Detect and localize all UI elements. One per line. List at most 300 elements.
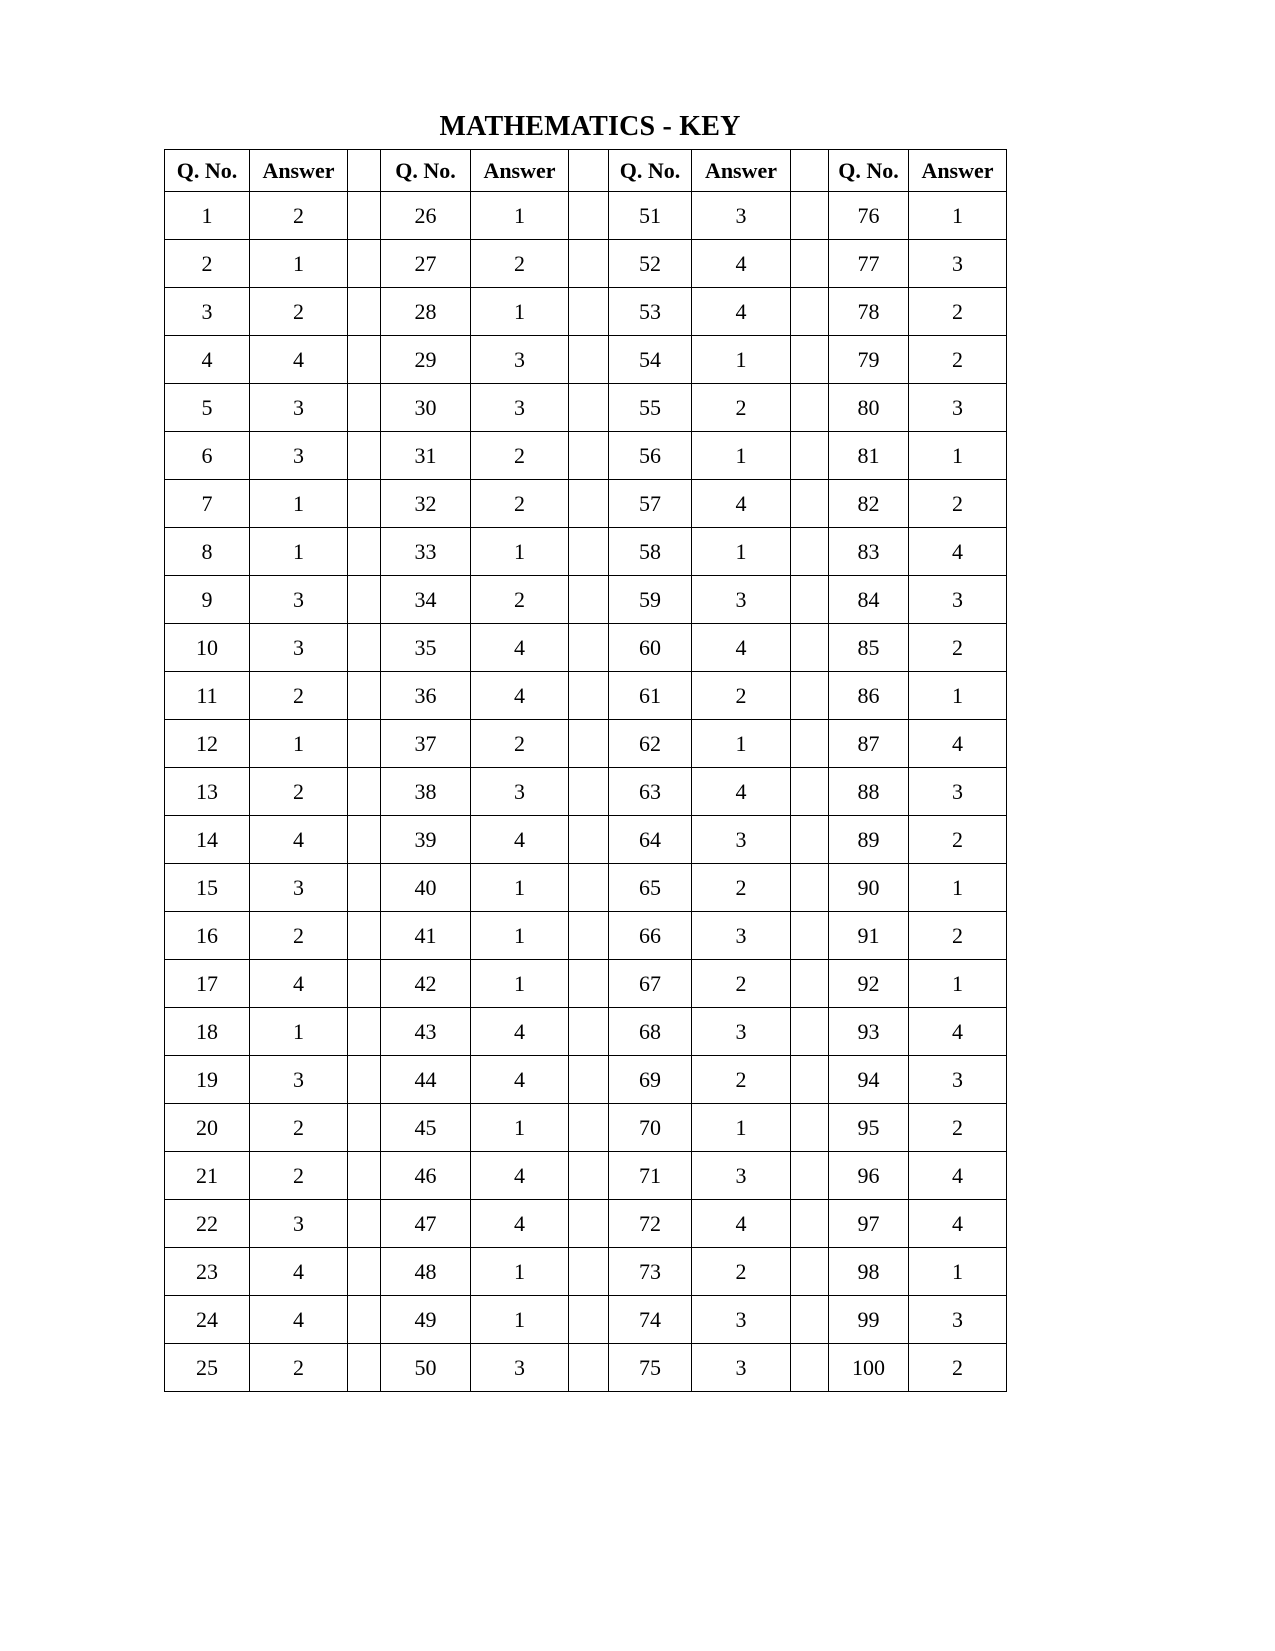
question-number-cell: 55 (609, 384, 692, 432)
answer-cell: 4 (250, 816, 348, 864)
spacer-cell (348, 1248, 381, 1296)
question-number-cell: 77 (829, 240, 909, 288)
answer-cell: 2 (250, 768, 348, 816)
answer-cell: 2 (692, 384, 791, 432)
question-number-cell: 60 (609, 624, 692, 672)
question-number-cell: 17 (165, 960, 250, 1008)
question-number-cell: 31 (381, 432, 471, 480)
spacer-cell (569, 150, 609, 192)
table-row (165, 576, 1007, 624)
table-row (165, 912, 1007, 960)
question-number-cell: 86 (829, 672, 909, 720)
answer-cell: 2 (471, 432, 569, 480)
question-number-cell: 70 (609, 1104, 692, 1152)
spacer-cell (348, 192, 381, 240)
answer-cell: 1 (471, 192, 569, 240)
answer-cell: 1 (471, 864, 569, 912)
spacer-cell (569, 1344, 609, 1392)
question-number-cell: 8 (165, 528, 250, 576)
spacer-cell (569, 240, 609, 288)
answer-cell: 4 (909, 528, 1007, 576)
table-row (165, 720, 1007, 768)
spacer-cell (348, 336, 381, 384)
question-number-cell: 16 (165, 912, 250, 960)
question-number-cell: 75 (609, 1344, 692, 1392)
question-number-cell: 57 (609, 480, 692, 528)
answer-key-body (165, 192, 1007, 1392)
table-row (165, 864, 1007, 912)
answer-cell: 3 (250, 432, 348, 480)
qno-header: Q. No. (381, 150, 471, 192)
spacer-cell (791, 576, 829, 624)
answer-cell: 4 (471, 1008, 569, 1056)
answer-cell: 1 (250, 480, 348, 528)
question-number-cell: 89 (829, 816, 909, 864)
answer-cell: 3 (692, 1152, 791, 1200)
answer-header: Answer (250, 150, 348, 192)
qno-header: Q. No. (829, 150, 909, 192)
question-number-cell: 34 (381, 576, 471, 624)
question-number-cell: 81 (829, 432, 909, 480)
question-number-cell: 56 (609, 432, 692, 480)
spacer-cell (569, 192, 609, 240)
spacer-cell (791, 864, 829, 912)
answer-cell: 4 (471, 816, 569, 864)
answer-cell: 4 (471, 672, 569, 720)
answer-cell: 1 (909, 432, 1007, 480)
question-number-cell: 19 (165, 1056, 250, 1104)
answer-cell: 1 (909, 960, 1007, 1008)
spacer-cell (348, 816, 381, 864)
answer-cell: 2 (250, 672, 348, 720)
spacer-cell (791, 480, 829, 528)
question-number-cell: 32 (381, 480, 471, 528)
question-number-cell: 97 (829, 1200, 909, 1248)
question-number-cell: 35 (381, 624, 471, 672)
question-number-cell: 52 (609, 240, 692, 288)
spacer-cell (569, 576, 609, 624)
question-number-cell: 95 (829, 1104, 909, 1152)
question-number-cell: 51 (609, 192, 692, 240)
question-number-cell: 54 (609, 336, 692, 384)
answer-cell: 2 (250, 288, 348, 336)
spacer-cell (569, 1008, 609, 1056)
question-number-cell: 27 (381, 240, 471, 288)
question-number-cell: 22 (165, 1200, 250, 1248)
table-row (165, 528, 1007, 576)
spacer-cell (348, 960, 381, 1008)
question-number-cell: 96 (829, 1152, 909, 1200)
answer-cell: 4 (909, 720, 1007, 768)
question-number-cell: 92 (829, 960, 909, 1008)
question-number-cell: 5 (165, 384, 250, 432)
table-row (165, 192, 1007, 240)
spacer-cell (791, 240, 829, 288)
spacer-cell (569, 960, 609, 1008)
answer-cell: 3 (250, 576, 348, 624)
answer-cell: 2 (250, 1104, 348, 1152)
question-number-cell: 58 (609, 528, 692, 576)
spacer-cell (569, 720, 609, 768)
answer-cell: 1 (471, 1104, 569, 1152)
question-number-cell: 87 (829, 720, 909, 768)
spacer-cell (348, 528, 381, 576)
question-number-cell: 41 (381, 912, 471, 960)
spacer-cell (348, 1200, 381, 1248)
question-number-cell: 78 (829, 288, 909, 336)
table-row (165, 1200, 1007, 1248)
answer-cell: 2 (909, 816, 1007, 864)
question-number-cell: 13 (165, 768, 250, 816)
spacer-cell (791, 768, 829, 816)
answer-cell: 4 (471, 624, 569, 672)
spacer-cell (569, 768, 609, 816)
question-number-cell: 10 (165, 624, 250, 672)
question-number-cell: 37 (381, 720, 471, 768)
spacer-cell (348, 1152, 381, 1200)
spacer-cell (348, 288, 381, 336)
spacer-cell (569, 1200, 609, 1248)
answer-cell: 1 (471, 960, 569, 1008)
answer-cell: 2 (909, 912, 1007, 960)
question-number-cell: 99 (829, 1296, 909, 1344)
table-row (165, 1296, 1007, 1344)
question-number-cell: 11 (165, 672, 250, 720)
answer-cell: 3 (692, 912, 791, 960)
answer-cell: 1 (909, 672, 1007, 720)
spacer-cell (791, 1056, 829, 1104)
spacer-cell (569, 288, 609, 336)
answer-header: Answer (692, 150, 791, 192)
answer-cell: 4 (471, 1056, 569, 1104)
question-number-cell: 21 (165, 1152, 250, 1200)
answer-cell: 4 (909, 1200, 1007, 1248)
page-title: MATHEMATICS - KEY (439, 111, 741, 142)
question-number-cell: 74 (609, 1296, 692, 1344)
spacer-cell (569, 1152, 609, 1200)
question-number-cell: 50 (381, 1344, 471, 1392)
table-row (165, 1344, 1007, 1392)
question-number-cell: 7 (165, 480, 250, 528)
answer-cell: 2 (692, 960, 791, 1008)
question-number-cell: 61 (609, 672, 692, 720)
table-row (165, 672, 1007, 720)
table-row (165, 1008, 1007, 1056)
question-number-cell: 12 (165, 720, 250, 768)
qno-header: Q. No. (165, 150, 250, 192)
answer-cell: 2 (909, 1104, 1007, 1152)
table-row (165, 960, 1007, 1008)
question-number-cell: 38 (381, 768, 471, 816)
qno-header: Q. No. (609, 150, 692, 192)
answer-cell: 4 (250, 336, 348, 384)
question-number-cell: 69 (609, 1056, 692, 1104)
question-number-cell: 25 (165, 1344, 250, 1392)
spacer-cell (569, 1248, 609, 1296)
question-number-cell: 84 (829, 576, 909, 624)
question-number-cell: 63 (609, 768, 692, 816)
answer-cell: 3 (250, 1056, 348, 1104)
question-number-cell: 83 (829, 528, 909, 576)
answer-cell: 4 (909, 1008, 1007, 1056)
spacer-cell (348, 1296, 381, 1344)
answer-cell: 1 (250, 240, 348, 288)
table-row (165, 432, 1007, 480)
answer-cell: 1 (471, 288, 569, 336)
question-number-cell: 53 (609, 288, 692, 336)
answer-cell: 2 (471, 240, 569, 288)
table-row (165, 1056, 1007, 1104)
answer-cell: 2 (909, 288, 1007, 336)
answer-cell: 3 (471, 1344, 569, 1392)
question-number-cell: 9 (165, 576, 250, 624)
spacer-cell (348, 1104, 381, 1152)
table-header-row (165, 150, 1007, 192)
question-number-cell: 91 (829, 912, 909, 960)
question-number-cell: 18 (165, 1008, 250, 1056)
spacer-cell (348, 480, 381, 528)
question-number-cell: 65 (609, 864, 692, 912)
answer-key-table (164, 149, 1007, 1392)
table-row (165, 816, 1007, 864)
answer-cell: 4 (250, 960, 348, 1008)
spacer-cell (791, 384, 829, 432)
answer-cell: 3 (692, 1296, 791, 1344)
answer-cell: 1 (909, 1248, 1007, 1296)
answer-cell: 2 (909, 336, 1007, 384)
answer-cell: 3 (692, 816, 791, 864)
answer-cell: 3 (250, 1200, 348, 1248)
answer-cell: 2 (471, 720, 569, 768)
answer-cell: 2 (250, 1152, 348, 1200)
question-number-cell: 59 (609, 576, 692, 624)
spacer-cell (569, 912, 609, 960)
answer-cell: 1 (692, 432, 791, 480)
answer-cell: 2 (250, 1344, 348, 1392)
answer-cell: 3 (692, 192, 791, 240)
spacer-cell (569, 480, 609, 528)
spacer-cell (791, 150, 829, 192)
question-number-cell: 36 (381, 672, 471, 720)
spacer-cell (569, 1296, 609, 1344)
spacer-cell (569, 336, 609, 384)
answer-cell: 4 (250, 1248, 348, 1296)
answer-cell: 1 (471, 1248, 569, 1296)
question-number-cell: 71 (609, 1152, 692, 1200)
spacer-cell (569, 1056, 609, 1104)
question-number-cell: 68 (609, 1008, 692, 1056)
question-number-cell: 48 (381, 1248, 471, 1296)
spacer-cell (569, 1104, 609, 1152)
table-row (165, 240, 1007, 288)
spacer-cell (791, 528, 829, 576)
table-row (165, 336, 1007, 384)
spacer-cell (791, 1152, 829, 1200)
table-row (165, 384, 1007, 432)
question-number-cell: 39 (381, 816, 471, 864)
spacer-cell (569, 672, 609, 720)
spacer-cell (348, 1008, 381, 1056)
answer-cell: 2 (909, 480, 1007, 528)
spacer-cell (791, 960, 829, 1008)
spacer-cell (348, 720, 381, 768)
question-number-cell: 72 (609, 1200, 692, 1248)
spacer-cell (791, 336, 829, 384)
table-row (165, 624, 1007, 672)
answer-cell: 3 (471, 768, 569, 816)
spacer-cell (791, 720, 829, 768)
spacer-cell (569, 384, 609, 432)
answer-cell: 3 (250, 864, 348, 912)
answer-cell: 1 (471, 528, 569, 576)
answer-cell: 1 (909, 192, 1007, 240)
spacer-cell (791, 816, 829, 864)
answer-cell: 3 (909, 576, 1007, 624)
spacer-cell (569, 432, 609, 480)
answer-cell: 4 (692, 480, 791, 528)
question-number-cell: 45 (381, 1104, 471, 1152)
spacer-cell (348, 1056, 381, 1104)
answer-cell: 2 (692, 864, 791, 912)
question-number-cell: 4 (165, 336, 250, 384)
answer-cell: 3 (250, 384, 348, 432)
spacer-cell (791, 288, 829, 336)
spacer-cell (569, 528, 609, 576)
spacer-cell (348, 864, 381, 912)
answer-cell: 3 (692, 1344, 791, 1392)
question-number-cell: 49 (381, 1296, 471, 1344)
question-number-cell: 98 (829, 1248, 909, 1296)
answer-cell: 3 (909, 384, 1007, 432)
answer-cell: 2 (909, 1344, 1007, 1392)
question-number-cell: 64 (609, 816, 692, 864)
answer-header: Answer (909, 150, 1007, 192)
question-number-cell: 80 (829, 384, 909, 432)
answer-cell: 4 (909, 1152, 1007, 1200)
question-number-cell: 62 (609, 720, 692, 768)
question-number-cell: 3 (165, 288, 250, 336)
spacer-cell (569, 864, 609, 912)
spacer-cell (569, 816, 609, 864)
answer-cell: 2 (692, 1248, 791, 1296)
table-row (165, 1248, 1007, 1296)
spacer-cell (348, 576, 381, 624)
question-number-cell: 1 (165, 192, 250, 240)
spacer-cell (791, 1008, 829, 1056)
spacer-cell (348, 150, 381, 192)
answer-cell: 4 (692, 240, 791, 288)
question-number-cell: 73 (609, 1248, 692, 1296)
question-number-cell: 29 (381, 336, 471, 384)
question-number-cell: 67 (609, 960, 692, 1008)
answer-cell: 2 (250, 912, 348, 960)
spacer-cell (791, 912, 829, 960)
question-number-cell: 43 (381, 1008, 471, 1056)
question-number-cell: 82 (829, 480, 909, 528)
spacer-cell (348, 768, 381, 816)
spacer-cell (791, 192, 829, 240)
question-number-cell: 100 (829, 1344, 909, 1392)
question-number-cell: 79 (829, 336, 909, 384)
spacer-cell (791, 624, 829, 672)
spacer-cell (348, 912, 381, 960)
spacer-cell (348, 1344, 381, 1392)
spacer-cell (791, 672, 829, 720)
answer-cell: 3 (909, 1296, 1007, 1344)
spacer-cell (348, 240, 381, 288)
answer-cell: 4 (692, 768, 791, 816)
spacer-cell (791, 432, 829, 480)
question-number-cell: 66 (609, 912, 692, 960)
answer-cell: 3 (250, 624, 348, 672)
answer-cell: 1 (692, 1104, 791, 1152)
answer-cell: 4 (692, 1200, 791, 1248)
answer-cell: 4 (250, 1296, 348, 1344)
question-number-cell: 90 (829, 864, 909, 912)
question-number-cell: 42 (381, 960, 471, 1008)
question-number-cell: 88 (829, 768, 909, 816)
question-number-cell: 30 (381, 384, 471, 432)
spacer-cell (791, 1344, 829, 1392)
question-number-cell: 15 (165, 864, 250, 912)
question-number-cell: 14 (165, 816, 250, 864)
question-number-cell: 23 (165, 1248, 250, 1296)
answer-cell: 3 (692, 1008, 791, 1056)
spacer-cell (791, 1248, 829, 1296)
answer-cell: 3 (692, 576, 791, 624)
answer-header: Answer (471, 150, 569, 192)
answer-cell: 4 (692, 288, 791, 336)
question-number-cell: 47 (381, 1200, 471, 1248)
answer-cell: 2 (692, 672, 791, 720)
table-row (165, 288, 1007, 336)
answer-cell: 3 (471, 336, 569, 384)
answer-cell: 1 (250, 528, 348, 576)
question-number-cell: 85 (829, 624, 909, 672)
spacer-cell (791, 1200, 829, 1248)
answer-cell: 2 (250, 192, 348, 240)
question-number-cell: 33 (381, 528, 471, 576)
answer-cell: 1 (692, 336, 791, 384)
question-number-cell: 26 (381, 192, 471, 240)
spacer-cell (348, 384, 381, 432)
answer-cell: 4 (471, 1152, 569, 1200)
answer-cell: 2 (471, 576, 569, 624)
answer-cell: 2 (909, 624, 1007, 672)
question-number-cell: 28 (381, 288, 471, 336)
answer-cell: 1 (471, 912, 569, 960)
answer-cell: 3 (909, 1056, 1007, 1104)
answer-cell: 3 (909, 240, 1007, 288)
answer-cell: 3 (909, 768, 1007, 816)
question-number-cell: 20 (165, 1104, 250, 1152)
table-row (165, 1104, 1007, 1152)
question-number-cell: 40 (381, 864, 471, 912)
question-number-cell: 93 (829, 1008, 909, 1056)
question-number-cell: 44 (381, 1056, 471, 1104)
spacer-cell (348, 432, 381, 480)
answer-cell: 1 (692, 528, 791, 576)
answer-cell: 1 (250, 1008, 348, 1056)
answer-cell: 1 (471, 1296, 569, 1344)
question-number-cell: 24 (165, 1296, 250, 1344)
answer-cell: 2 (692, 1056, 791, 1104)
question-number-cell: 46 (381, 1152, 471, 1200)
question-number-cell: 94 (829, 1056, 909, 1104)
table-row (165, 1152, 1007, 1200)
table-row (165, 768, 1007, 816)
spacer-cell (569, 624, 609, 672)
